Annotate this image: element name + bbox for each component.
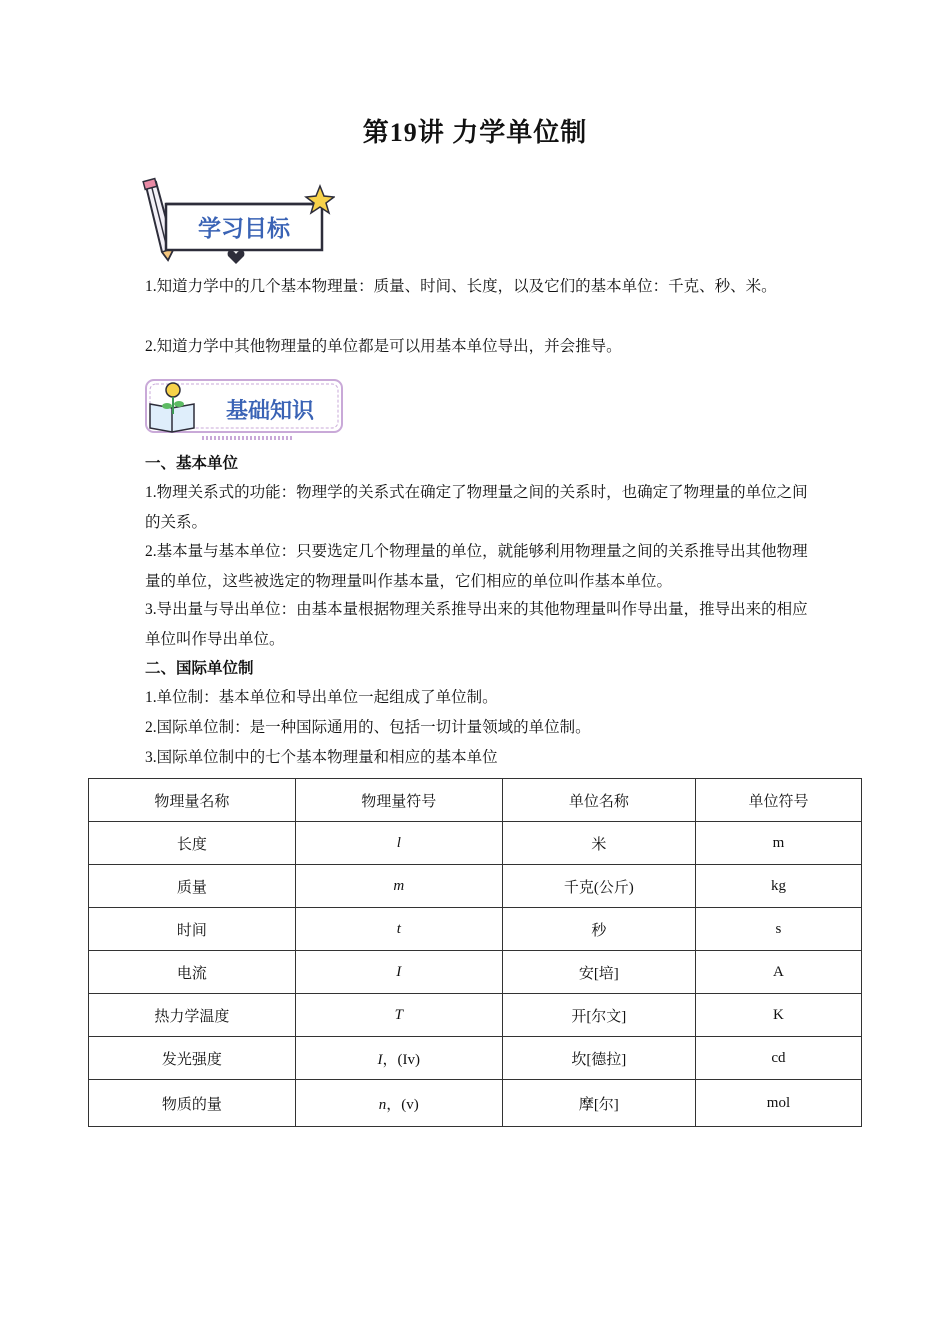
unit-name: 米 [502, 822, 695, 865]
section1-heading: 一、基本单位 [145, 455, 239, 472]
heart-icon [228, 250, 245, 264]
table-header-cell: 单位名称 [502, 779, 695, 822]
page-title: 第19讲 力学单位制 [362, 118, 588, 147]
quantity-symbol: I [295, 951, 502, 994]
quantity-name: 长度 [89, 822, 296, 865]
unit-symbol: m [695, 822, 861, 865]
quantity-symbol: l [295, 822, 502, 865]
quantity-name: 电流 [89, 951, 296, 994]
unit-symbol: A [695, 951, 861, 994]
knowledge-banner-label: 基础知识 [225, 399, 315, 424]
table-header-cell: 物理量名称 [89, 779, 296, 822]
quantity-name: 热力学温度 [89, 994, 296, 1037]
knowledge-banner [142, 378, 347, 444]
unit-symbol: s [695, 908, 861, 951]
quantity-name: 物质的量 [89, 1080, 296, 1127]
table-header-row [89, 779, 862, 822]
goals-banner [140, 176, 335, 266]
quantity-symbol: I，(Iv) [295, 1037, 502, 1080]
table-row [89, 865, 862, 908]
section1-para-1: 1.物理关系式的功能：物理学的关系式在确定了物理量之间的关系时，也确定了物理量的单位之间的关系。 [145, 484, 808, 531]
section2-heading: 二、国际单位制 [145, 660, 254, 677]
goals-banner-label: 学习目标 [198, 216, 290, 242]
quantity-name: 时间 [89, 908, 296, 951]
unit-name: 开[尔文] [502, 994, 695, 1037]
unit-symbol: cd [695, 1037, 861, 1080]
unit-name: 千克(公斤) [502, 865, 695, 908]
quantity-symbol: n，(v) [295, 1080, 502, 1127]
unit-symbol: K [695, 994, 861, 1037]
section2-para-2: 2.国际单位制：是一种国际通用的、包括一切计量领域的单位制。 [145, 719, 591, 736]
table-header-cell: 物理量符号 [295, 779, 502, 822]
section2-para-1: 1.单位制：基本单位和导出单位一起组成了单位制。 [145, 689, 498, 706]
unit-name: 坎[德拉] [502, 1037, 695, 1080]
quantity-symbol: m [295, 865, 502, 908]
table-row [89, 994, 862, 1037]
table-header-cell: 单位符号 [695, 779, 861, 822]
table-row [89, 822, 862, 865]
unit-name: 秒 [502, 908, 695, 951]
goal-2: 2.知道力学中其他物理量的单位都是可以用基本单位导出，并会推导。 [145, 338, 622, 355]
quantity-symbol: T [295, 994, 502, 1037]
goal-1: 1.知道力学中的几个基本物理量：质量、时间、长度，以及它们的基本单位：千克、秒、米。 [145, 278, 777, 295]
table-row [89, 1080, 862, 1127]
table-row [89, 908, 862, 951]
unit-name: 摩[尔] [502, 1080, 695, 1127]
units-table [88, 778, 862, 1127]
unit-symbol: kg [695, 865, 861, 908]
table-row [89, 951, 862, 994]
unit-name: 安[培] [502, 951, 695, 994]
quantity-name: 发光强度 [89, 1037, 296, 1080]
section2-para-3: 3.国际单位制中的七个基本物理量和相应的基本单位 [145, 749, 498, 766]
quantity-name: 质量 [89, 865, 296, 908]
section1-para-2: 2.基本量与基本单位：只要选定几个物理量的单位，就能够利用物理量之间的关系推导出其他物理量的单位，这些被选定的物理量叫作基本量，它们相应的单位叫作基本单位。 [145, 543, 808, 590]
quantity-symbol: t [295, 908, 502, 951]
table-row [89, 1037, 862, 1080]
section1-para-3: 3.导出量与导出单位：由基本量根据物理关系推导出来的其他物理量叫作导出量，推导出来的相应单位叫作导出单位。 [145, 601, 808, 648]
unit-symbol: mol [695, 1080, 861, 1127]
